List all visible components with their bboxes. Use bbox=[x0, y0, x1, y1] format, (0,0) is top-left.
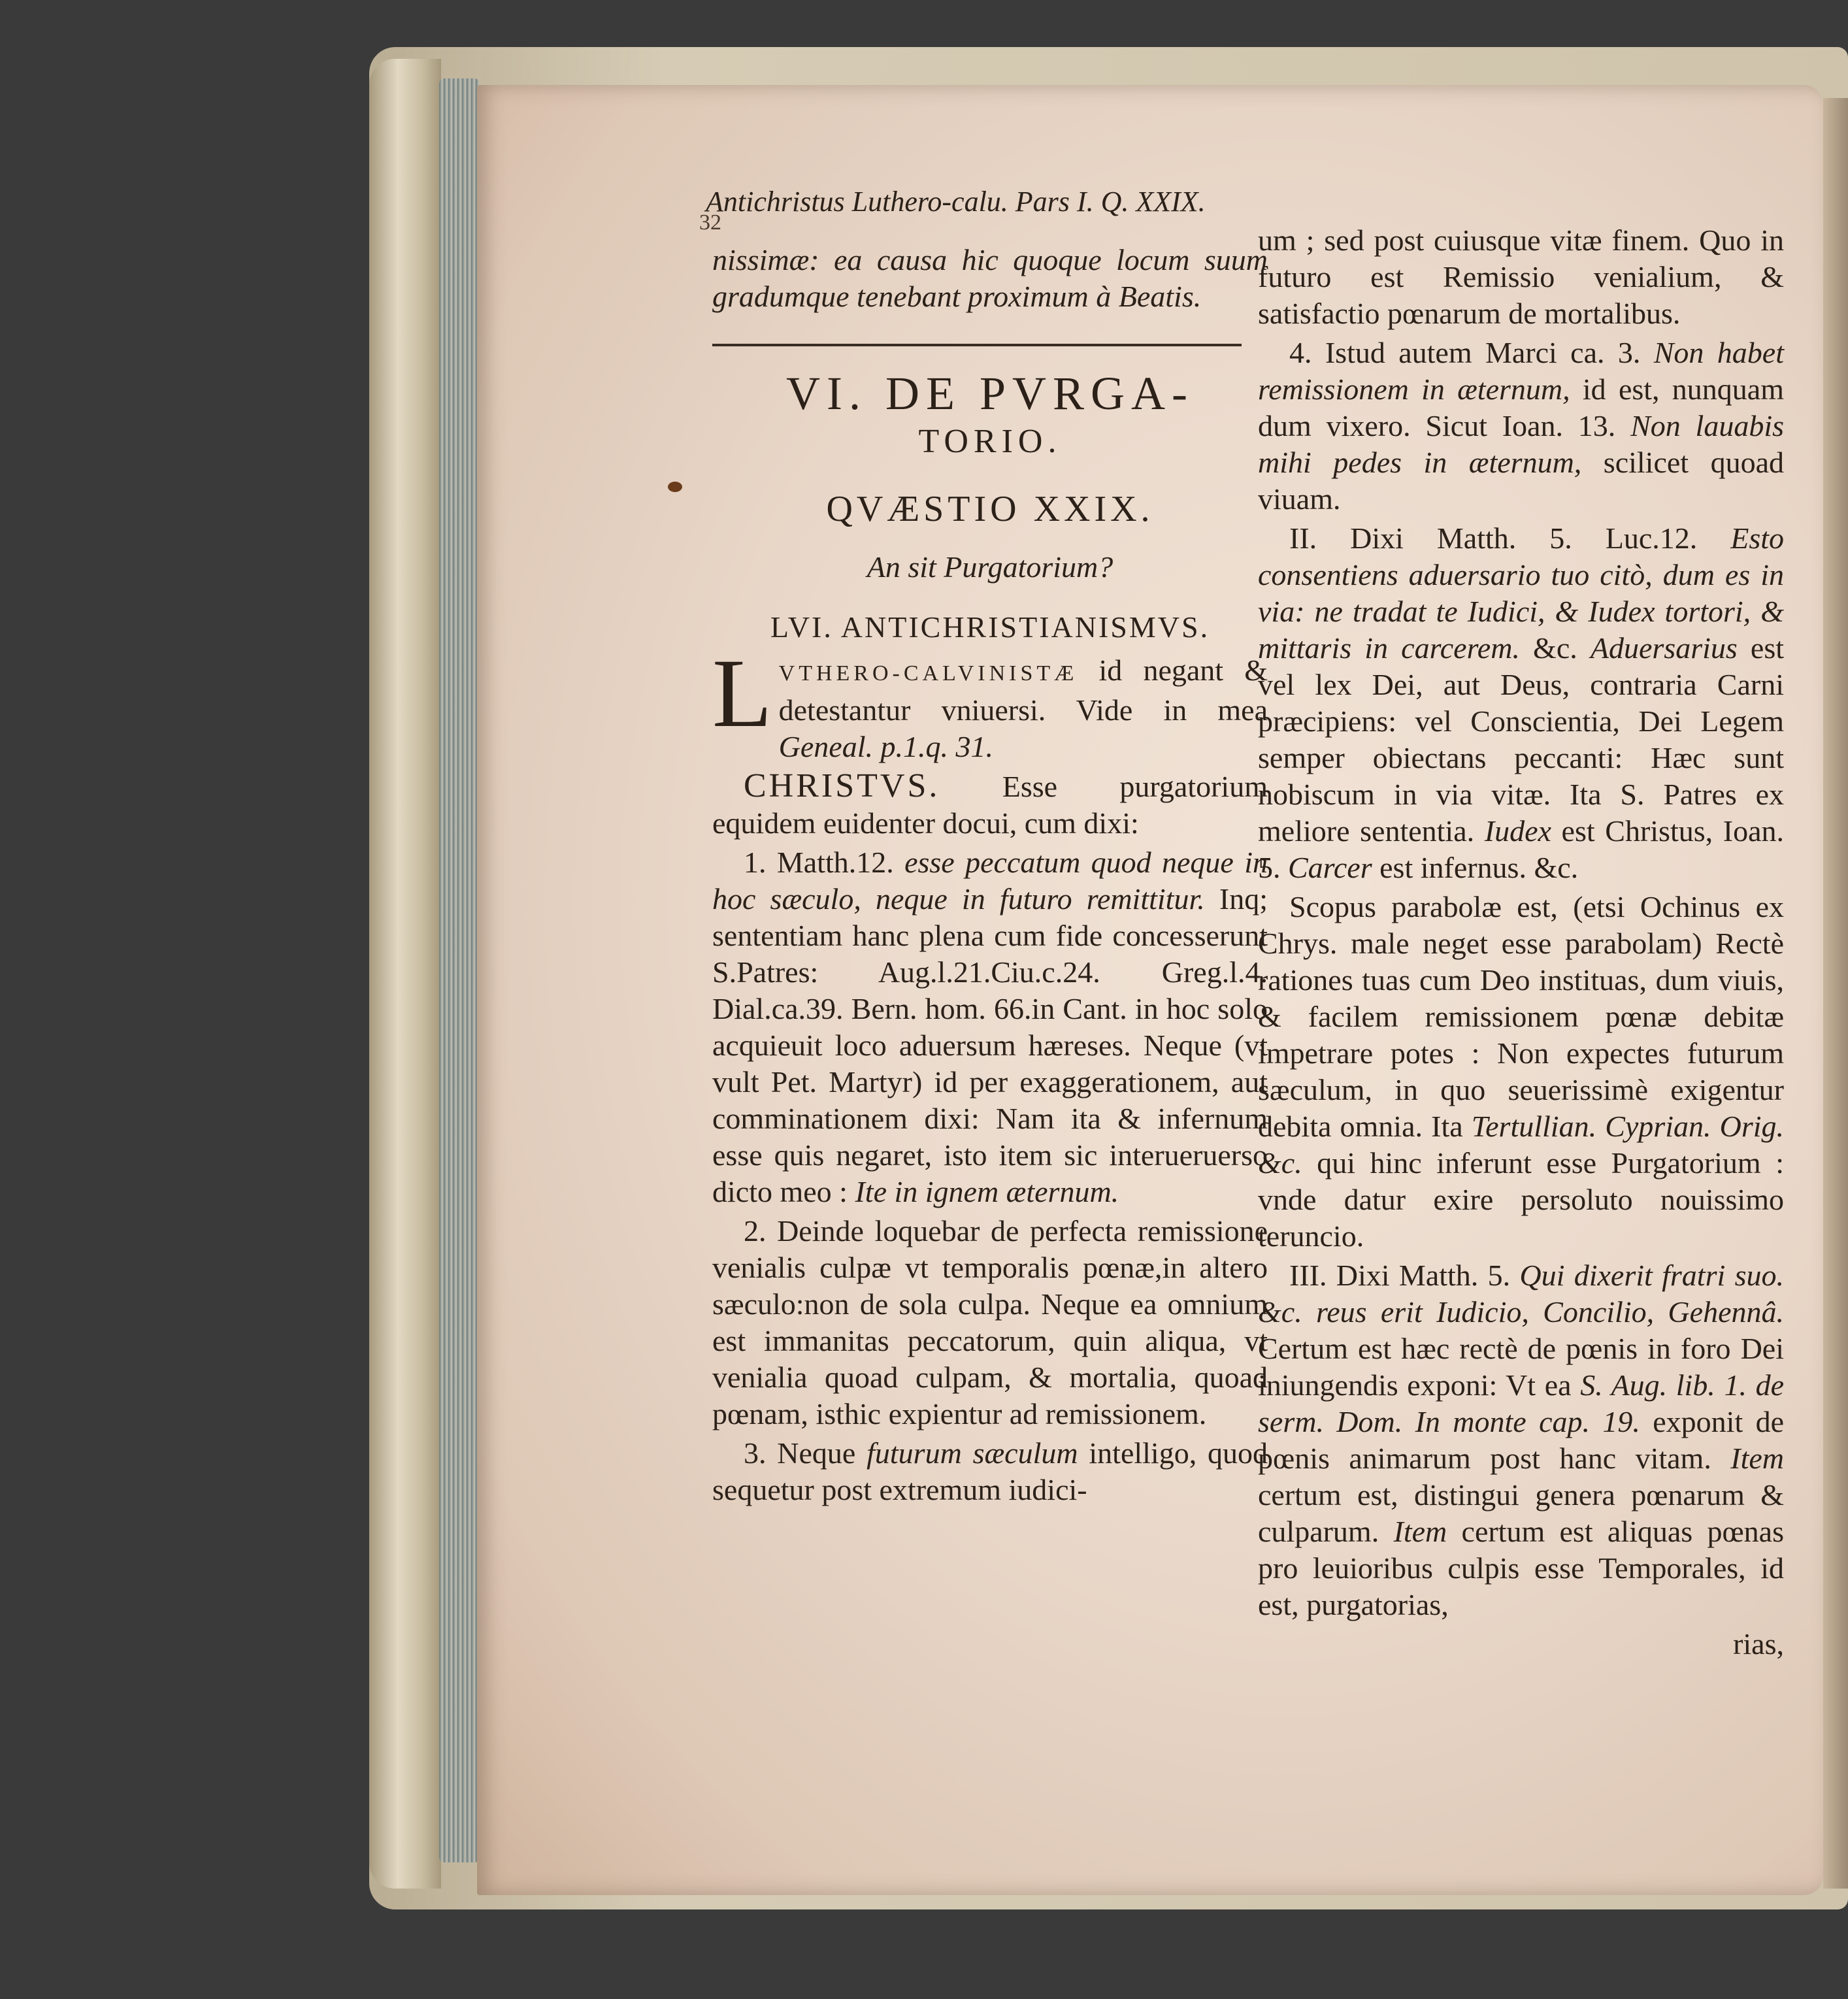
r5-end: certum est aliquas pœnas pro leuioribus culpis esse Temporales, id est, purgatorias, bbox=[1258, 1515, 1784, 1621]
p1-italic: esse peccatum quod neque in hoc sæculo, neque in futuro remittitur. bbox=[712, 846, 1268, 916]
p3-rest: intelligo, quod sequetur post extremum iudici- bbox=[712, 1436, 1268, 1506]
right-paragraph-4 bbox=[1258, 889, 1784, 1255]
luthero-ref: Geneal. p.1.q. 31. bbox=[778, 730, 993, 763]
question-heading: QVÆSTIO XXIX. bbox=[826, 489, 1154, 529]
r5-mid: Certum est hæc rectè de pœnis in foro Dei iniungendis exponi: Vt ea bbox=[1258, 1332, 1784, 1402]
r2-end: scilicet quoad viuam. bbox=[1258, 446, 1784, 516]
right-paragraph-2 bbox=[1258, 335, 1784, 518]
p3-italic: futurum sæculum bbox=[866, 1436, 1078, 1470]
right-column bbox=[1258, 222, 1784, 1665]
christus-paragraph bbox=[712, 768, 1268, 842]
left-column bbox=[712, 242, 1268, 1511]
r3-rest2: est Christus, Ioan. 5. bbox=[1258, 814, 1784, 884]
r2-italic1: Non habet remissionem in æternum, bbox=[1258, 336, 1784, 406]
p1-end-italic: Ite in ignem æternum. bbox=[855, 1175, 1119, 1208]
r2-italic2: Non lauabis mihi pedes in æternum, bbox=[1258, 409, 1784, 479]
drop-cap: L bbox=[712, 639, 772, 748]
p3-start: 3. Neque bbox=[744, 1436, 867, 1470]
r5-italic: Qui dixerit fratri suo. &c. reus erit Iudicio, Concilio, Gehennâ. bbox=[1258, 1259, 1784, 1329]
p1-rest: Inq; sententiam hanc plena cum fide concesserunt S.Patres: Aug.l.21.Ciu.c.24. Greg.l.4. Dial.ca.39. Bern. hom. 66.in Cant. in hoc solo acquieuit loco aduersum hæreses. Neque (vt vult Pet. Martyr) id per exaggerationem, aut comminationem dixi: Nam ita & infernum esse quis negaret, isto item sic interueruerso dicto meo : bbox=[712, 882, 1268, 1208]
luthero-paragraph bbox=[712, 639, 1268, 765]
catchword: rias, bbox=[1733, 1627, 1784, 1660]
section-title-cont: TORIO. bbox=[918, 423, 1062, 460]
ink-stain bbox=[668, 482, 682, 492]
fore-edge bbox=[1823, 98, 1848, 1889]
page-number: 32 bbox=[699, 210, 721, 235]
r3-end: est infernus. &c. bbox=[1372, 851, 1579, 884]
r3-italic2: Aduersarius bbox=[1590, 631, 1738, 665]
section-rule bbox=[712, 344, 1242, 346]
paragraph-1 bbox=[712, 844, 1268, 1210]
page-edges bbox=[439, 78, 480, 1862]
christus-text: Esse purgatorium equidem euidenter docui, cum dixi: bbox=[712, 770, 1268, 840]
r3-italic3: Iudex bbox=[1484, 814, 1551, 848]
r3-italic: Esto consentiens aduersario tuo citò, dum es in via: ne tradat te Iudici, & Iudex tortori, & mittaris in carcerem. bbox=[1258, 521, 1784, 665]
r2-mid: id est, nunquam dum vixero. Sicut Ioan. 13. bbox=[1258, 372, 1784, 442]
r4-text: Scopus parabolæ est, (etsi Ochinus ex Chrys. male neget esse parabolam) Rectè rationes tuas cum Deo instituas, dum viuis, & facilem remissionem pœnæ debitæ impetrare potes : Non expectes futurum sæculum, in quo seuerissimè exigentur debita omnia. Ita bbox=[1258, 890, 1784, 1143]
right-paragraph-3 bbox=[1258, 520, 1784, 886]
r5-mid2: exponit de pœnis animarum post hanc vitam. bbox=[1258, 1405, 1785, 1475]
r3-rest: est vel lex Dei, aut Deus, contraria Carni præcipiens: vel Conscientia, Dei Legem semper obiectans peccanti: Hæc sunt nobiscum in via vitæ. Ita S. Patres ex meliore sententia. bbox=[1258, 631, 1784, 848]
r3-mid: &c. bbox=[1519, 631, 1591, 665]
r2-start: 4. Istud autem Marci ca. 3. bbox=[1289, 336, 1654, 369]
r5-italic3: Item bbox=[1730, 1442, 1784, 1475]
r5-italic2: S. Aug. lib. 1. de serm. Dom. In monte cap. 19. bbox=[1258, 1368, 1785, 1438]
p1-start: 1. Matth.12. bbox=[744, 846, 905, 879]
luthero-smallcaps: VTHERO-CALVINISTÆ bbox=[778, 661, 1078, 686]
r3-italic4: Carcer bbox=[1288, 851, 1372, 884]
r5-italic4: Item bbox=[1393, 1515, 1447, 1548]
r3-start: II. Dixi Matth. 5. Luc.12. bbox=[1289, 521, 1731, 555]
running-head: Antichristus Luthero-calu. Pars I. Q. XXIX. bbox=[706, 186, 1206, 218]
section-title: VI. DE PVRGA- bbox=[786, 367, 1194, 420]
book-spine bbox=[369, 59, 441, 1889]
luthero-text: id negant & detestantur vniuersi. Vide in mea bbox=[778, 653, 1268, 727]
paragraph-3 bbox=[712, 1435, 1268, 1508]
r5-start: III. Dixi Matth. 5. bbox=[1289, 1259, 1520, 1292]
right-paragraph-1: um ; sed post cuiusque vitæ finem. Quo in futuro est Remissio venialium, & satisfactio pœnarum de mortalibus. bbox=[1258, 223, 1784, 330]
r5-mid3: certum est, distingui genera pœnarum & culparum. bbox=[1258, 1478, 1784, 1548]
question-subtitle: An sit Purgatorium? bbox=[866, 550, 1114, 584]
r4-italic: Tertullian. Cyprian. Orig. &c. bbox=[1258, 1110, 1784, 1180]
r4-end: qui hinc inferunt esse Purgatorium : vnde datur exire persoluto nouissimo teruncio. bbox=[1258, 1146, 1784, 1253]
right-paragraph-5 bbox=[1258, 1257, 1784, 1623]
antichristianismus-heading: LVI. ANTICHRISTIANISMVS. bbox=[770, 610, 1210, 644]
christus-label: CHRISTVS. bbox=[744, 767, 940, 804]
paragraph-2: 2. Deinde loquebar de perfecta remissione venialis culpæ vt temporalis pœnæ,in altero sæculo:non de sola culpa. Neque ea omnium est immanitas peccatorum, quin aliqua, vt venialia quoad culpam, & mortalia, quoad pœnam, isthic expientur ad remissionem. bbox=[712, 1214, 1268, 1430]
carryover-text: nissimæ: ea causa hic quoque locum suum gradumque tenebant proximum à Beatis. bbox=[712, 243, 1268, 313]
